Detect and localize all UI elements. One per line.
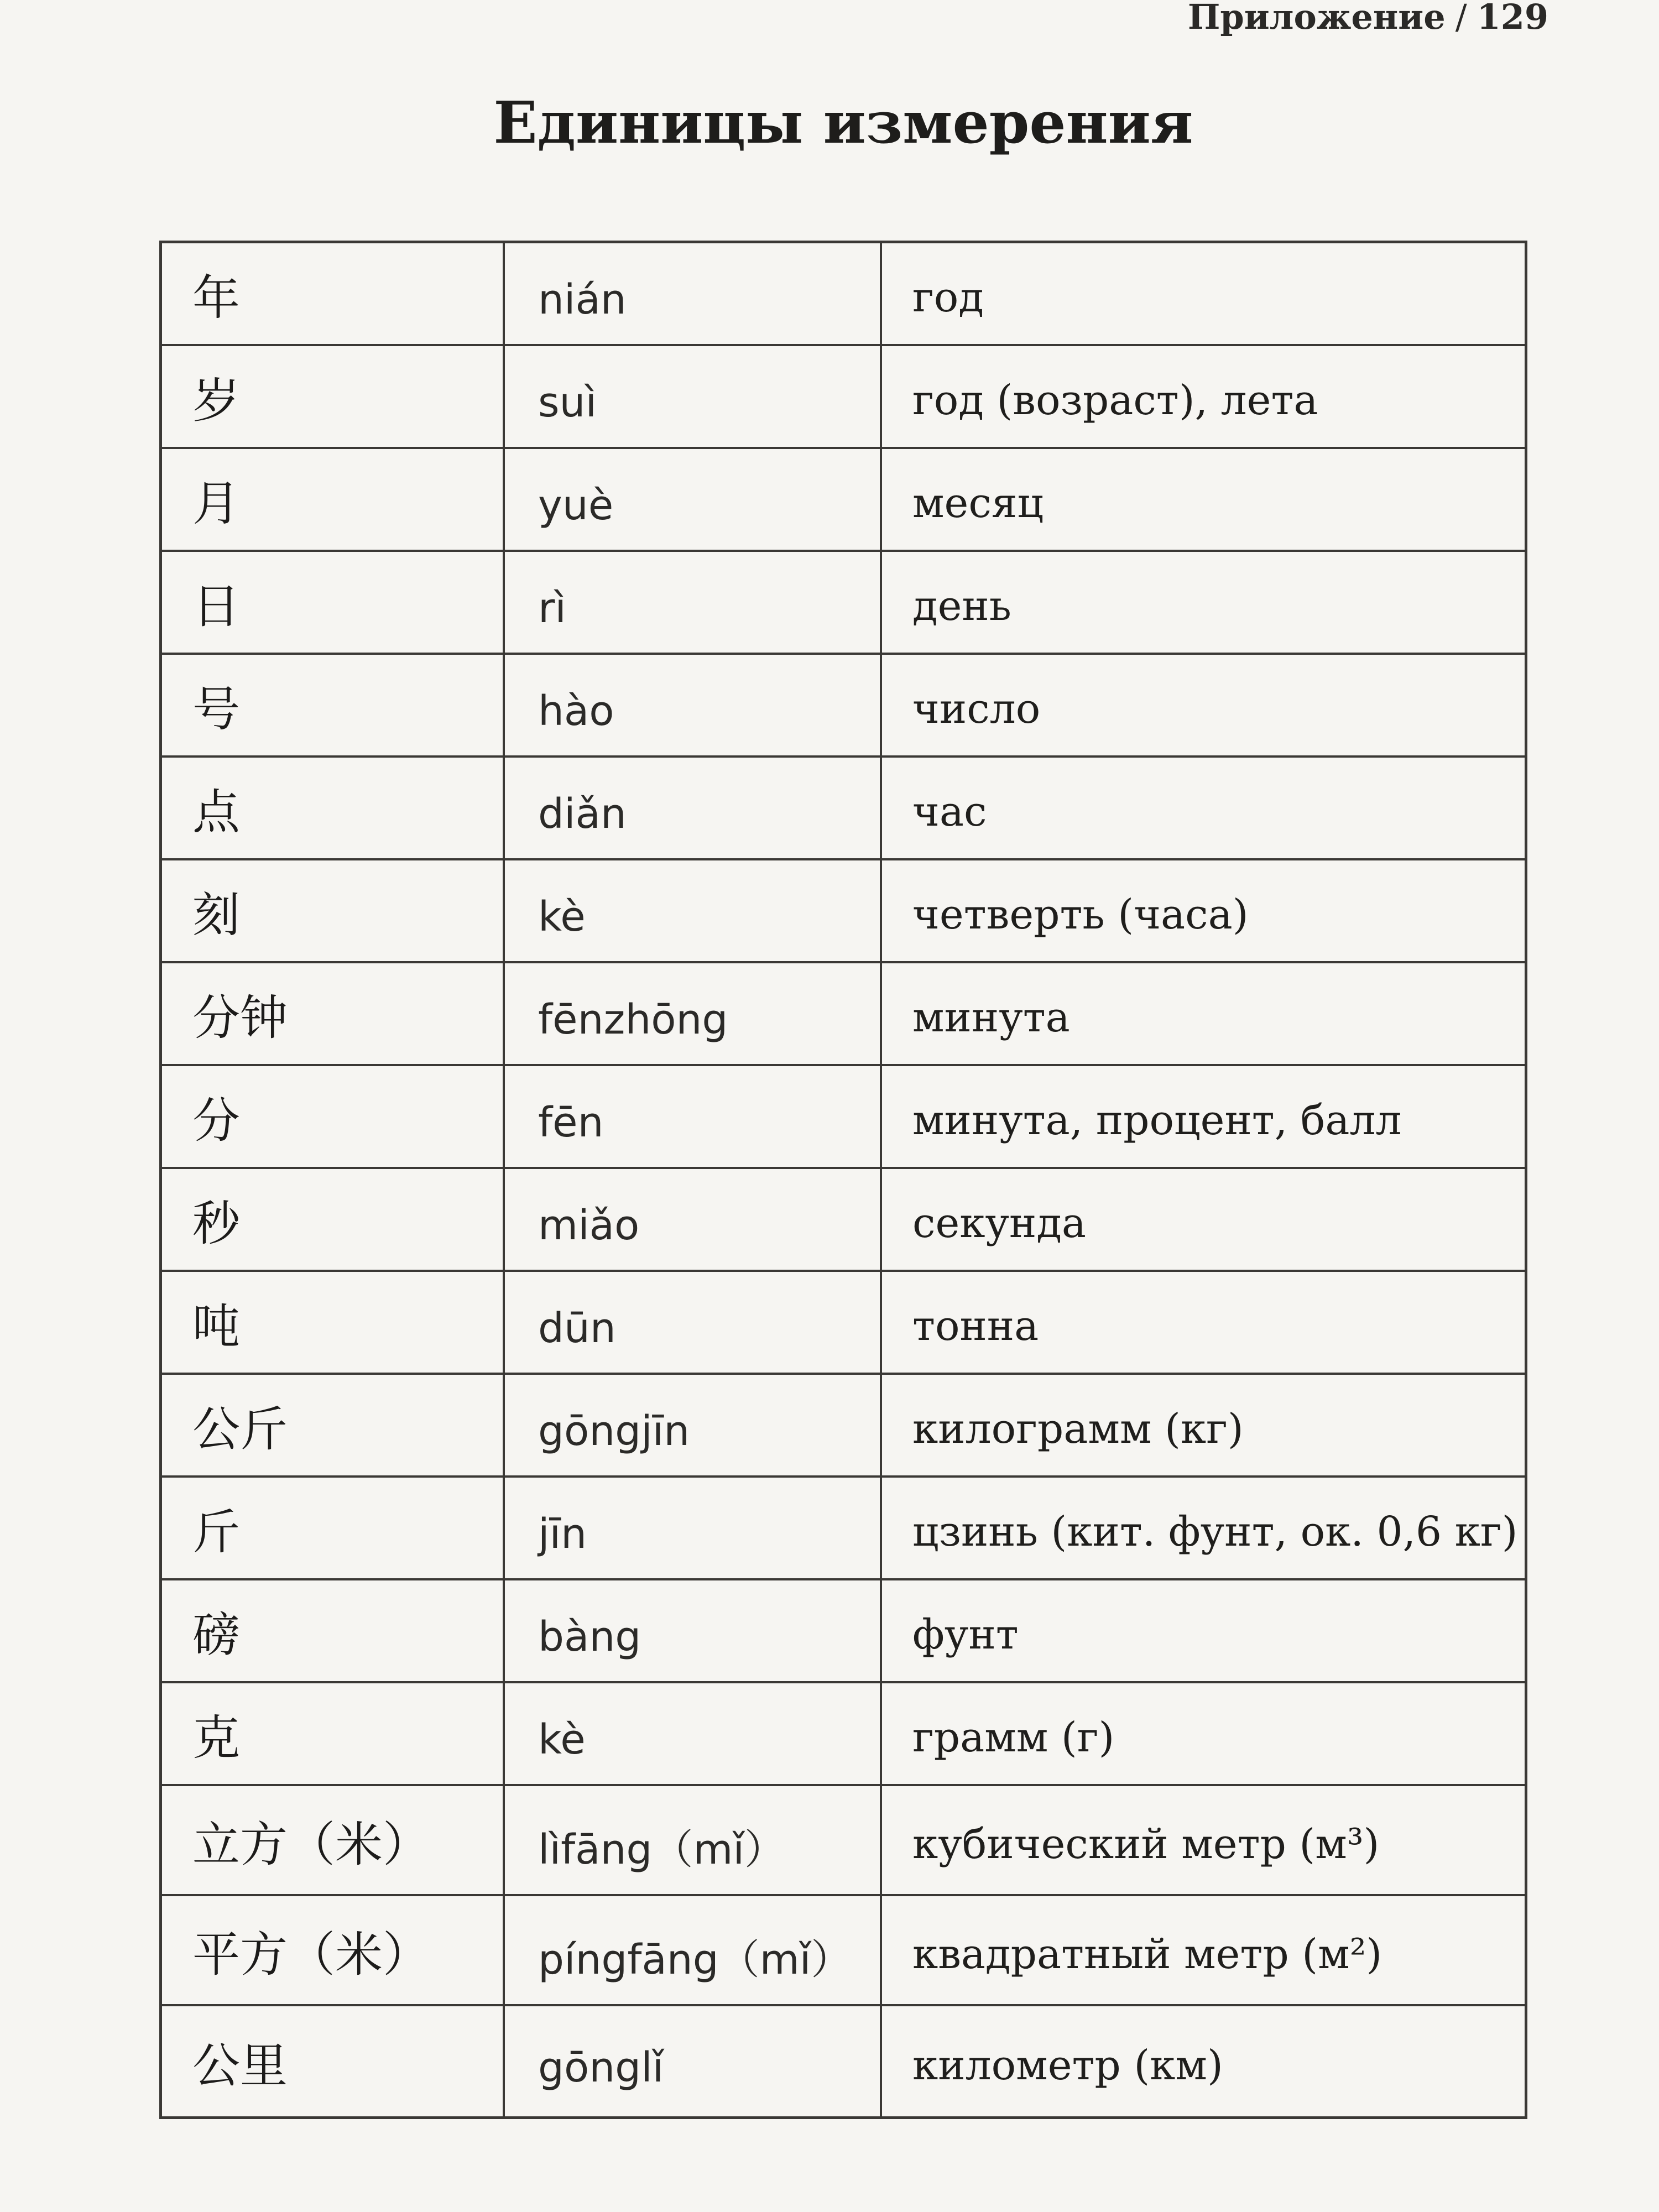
pinyin-cell: nián — [505, 243, 882, 344]
section-title: Приложение — [1187, 0, 1446, 37]
table-row — [162, 655, 1525, 758]
pinyin-cell: fēn — [505, 1066, 882, 1167]
hanzi-cell: 刻 — [162, 860, 505, 961]
pinyin-cell: kè — [505, 860, 882, 961]
pinyin-cell: jīn — [505, 1478, 882, 1578]
table-row — [162, 1580, 1525, 1683]
table-row — [162, 346, 1525, 449]
table-row — [162, 1375, 1525, 1478]
pinyin-cell: bàng — [505, 1580, 882, 1681]
table-row — [162, 1786, 1525, 1896]
table-row — [162, 243, 1525, 346]
translation-cell: грамм (г) — [912, 1714, 1115, 1761]
hanzi-cell: 月 — [162, 449, 505, 550]
pinyin-cell: rì — [505, 552, 882, 653]
hanzi-cell: 分 — [162, 1066, 505, 1167]
hanzi-cell: 号 — [162, 655, 505, 755]
pinyin-cell: hào — [505, 655, 882, 755]
hanzi-cell: 秒 — [162, 1169, 505, 1270]
pinyin-cell: kè — [505, 1683, 882, 1784]
pinyin-cell: lìfāng（mǐ） — [505, 1786, 882, 1894]
translation-cell: тонна — [912, 1302, 1039, 1350]
units-table — [159, 241, 1527, 2119]
table-row — [162, 1683, 1525, 1786]
translation-cell: год — [912, 274, 984, 321]
pinyin-cell: gōnglǐ — [505, 2006, 882, 2116]
page-number: 129 — [1477, 0, 1548, 37]
table-row — [162, 1478, 1525, 1580]
hanzi-cell: 点 — [162, 758, 505, 858]
translation-cell: кубический метр (м³) — [912, 1820, 1380, 1868]
translation-cell: километр (км) — [912, 2041, 1223, 2089]
table-row — [162, 860, 1525, 963]
pinyin-cell: miǎo — [505, 1169, 882, 1270]
hanzi-cell: 吨 — [162, 1272, 505, 1373]
hanzi-cell: 公斤 — [162, 1375, 505, 1475]
hanzi-cell: 斤 — [162, 1478, 505, 1578]
pinyin-cell: suì — [505, 346, 882, 447]
table-row — [162, 449, 1525, 552]
translation-cell: минута, процент, балл — [912, 1097, 1402, 1144]
hanzi-cell: 平方（米） — [162, 1896, 505, 2004]
page-title: Единицы измерения — [493, 88, 1193, 156]
hanzi-cell: 日 — [162, 552, 505, 653]
translation-cell: килограмм (кг) — [912, 1405, 1244, 1453]
table-row — [162, 758, 1525, 860]
translation-cell: секунда — [912, 1199, 1087, 1247]
table-row — [162, 1169, 1525, 1272]
pinyin-cell: dūn — [505, 1272, 882, 1373]
header-separator: / — [1455, 0, 1467, 37]
table-row — [162, 963, 1525, 1066]
translation-cell: минута — [912, 994, 1070, 1041]
hanzi-cell: 磅 — [162, 1580, 505, 1681]
translation-cell: число — [912, 685, 1041, 733]
hanzi-cell: 年 — [162, 243, 505, 344]
translation-cell: фунт — [912, 1611, 1019, 1658]
table-row — [162, 552, 1525, 655]
pinyin-cell: diǎn — [505, 758, 882, 858]
translation-cell: час — [912, 788, 987, 836]
pinyin-cell: píngfāng（mǐ） — [505, 1896, 882, 2004]
hanzi-cell: 克 — [162, 1683, 505, 1784]
page-header — [1187, 0, 1548, 37]
pinyin-cell: gōngjīn — [505, 1375, 882, 1475]
hanzi-cell: 岁 — [162, 346, 505, 447]
hanzi-cell: 公里 — [162, 2006, 505, 2116]
translation-cell: день — [912, 582, 1011, 630]
translation-cell: четверть (часа) — [912, 891, 1249, 938]
table-row — [162, 1272, 1525, 1375]
table-row — [162, 1066, 1525, 1169]
hanzi-cell: 立方（米） — [162, 1786, 505, 1894]
pinyin-cell: yuè — [505, 449, 882, 550]
hanzi-cell: 分钟 — [162, 963, 505, 1064]
translation-cell: цзинь (кит. фунт, ок. 0,6 кг) — [912, 1508, 1518, 1556]
translation-cell: квадратный метр (м²) — [912, 1930, 1383, 1978]
pinyin-cell: fēnzhōng — [505, 963, 882, 1064]
table-row — [162, 1896, 1525, 2006]
table-row — [162, 2006, 1525, 2116]
translation-cell: год (возраст), лета — [912, 377, 1318, 424]
translation-cell: месяц — [912, 479, 1044, 527]
